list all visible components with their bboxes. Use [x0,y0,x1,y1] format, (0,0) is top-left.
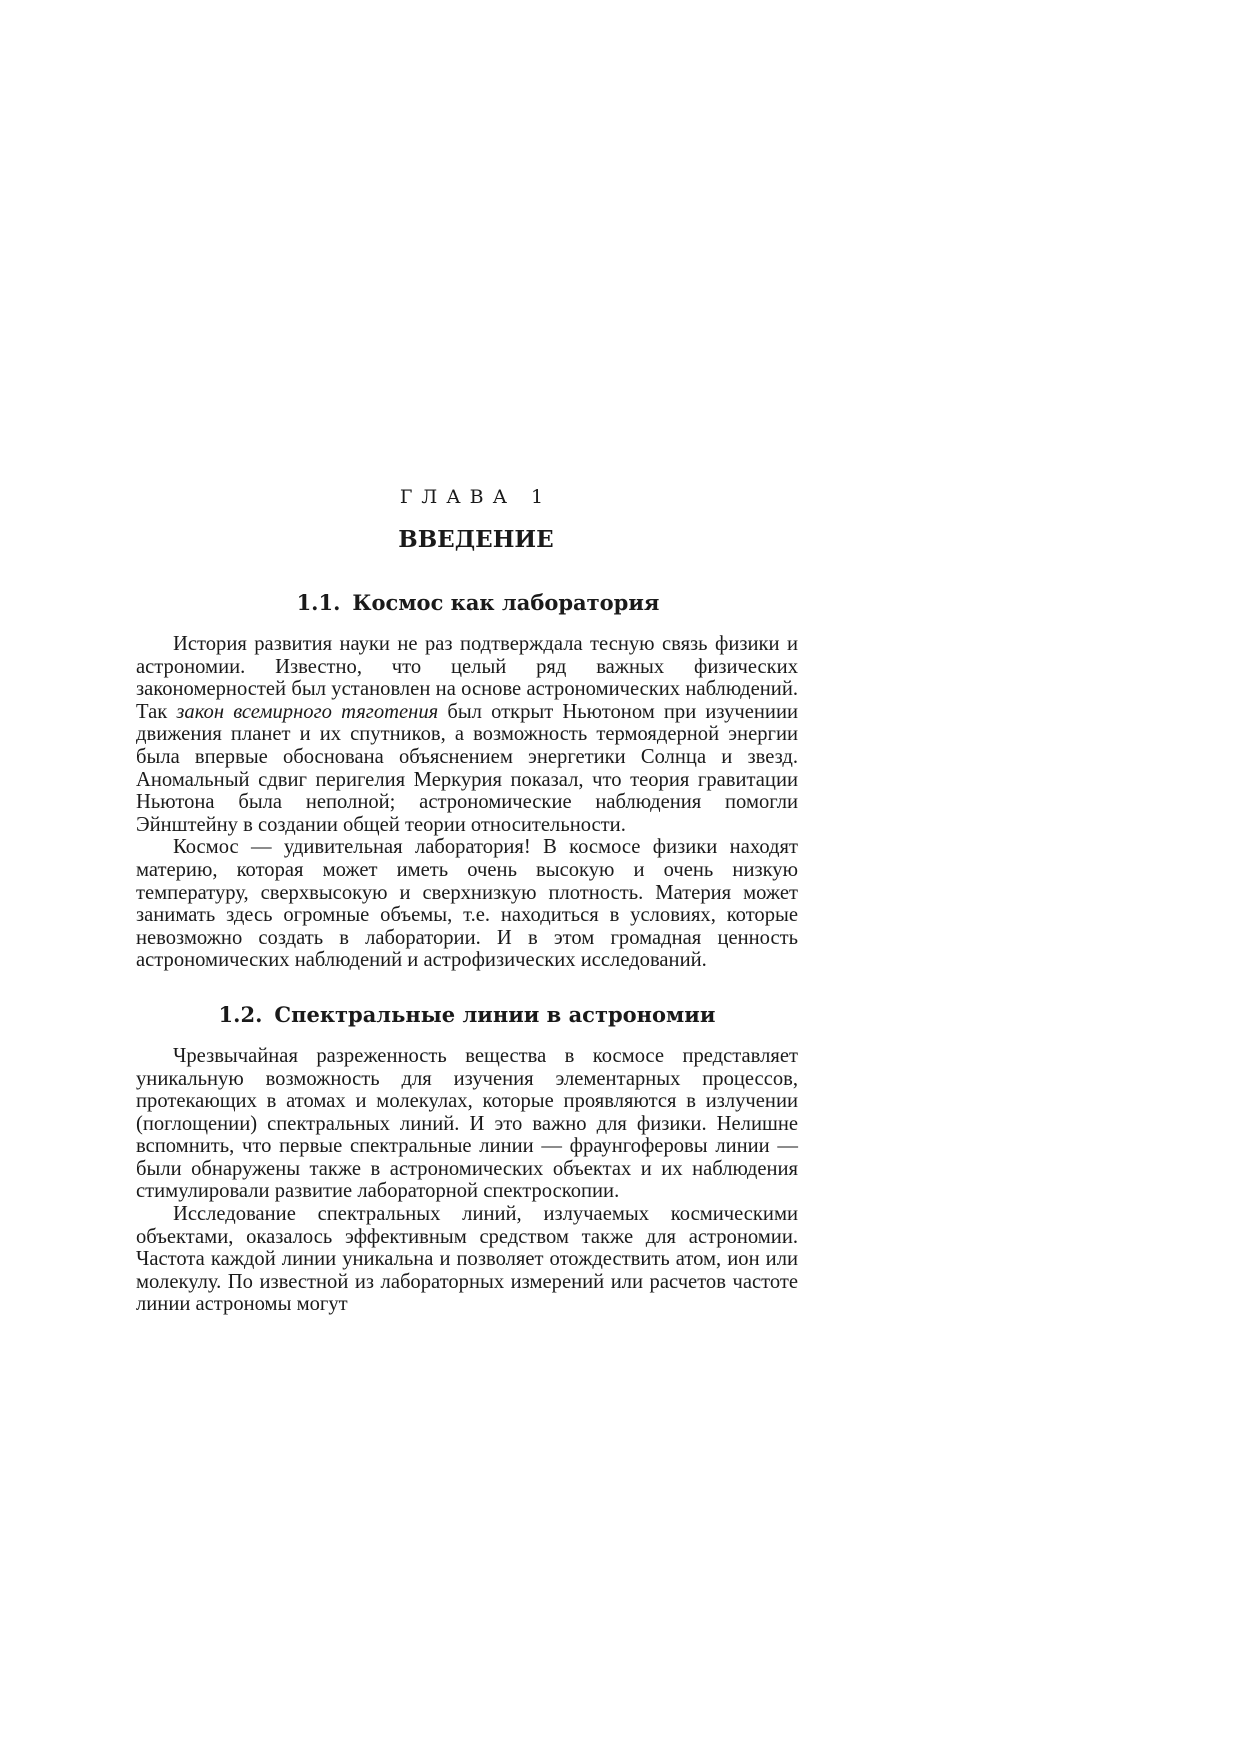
paragraph: Чрезвычайная разреженность вещества в космосе представляет уникальную возможность для изучения элементарных процессов, протекающих в атомах и молекулах, которые проявляются в излучении (поглощении) спектральных линий. И это важно для физики. Нелишне вспомнить, что первые спектральные линии — фраунгоферовы линии — были обнаружены также в астрономических объектах и их наблюдения стимулировали развитие лабораторной спектроскопии. [136,1044,798,1203]
section-title: Спектральные линии в астрономии [274,1001,716,1027]
section-number: 1.2. [218,1001,263,1027]
paragraph-text: был открыт Ньютоном при изучениии движения планет и их спутников, а возможность термоядерной энергии была впервые обоснована объяснением энергетики Солнца и звезд. Аномальный сдвиг перигелия Меркурия показал, что теория гравитации Ньютона была неполной; астрономические наблюдения помогли Эйнштейну в создании общей теории относительности. [136,700,798,836]
section-number: 1.1. [296,590,341,615]
section-body [136,1045,798,1316]
paragraph: Космос — удивительная лаборатория! В космосе физики находят материю, которая может иметь очень высокую и очень низкую температуру, сверхвысокую и сверхнизкую плотность. Материя может занимать здесь огромные объемы, т.е. находиться в условиях, которые невозможно создать в лаборатории. И в этом громадная ценность астрономических наблюдений и астрофизических исследований. [136,836,798,972]
section-heading [136,590,798,615]
section-body [136,633,798,972]
section-heading [136,1002,798,1027]
section-title: Космос как лаборатория [352,590,660,615]
paragraph: Исследование спектральных линий, излучаемых космическими объектами, оказалось эффективным средством также для астрономии. Частота каждой линии уникальна и позволяет отождествить атом, ион или молекулу. По известной из лабораторных измерений или расчетов частоте линии астрономы могут [136,1203,798,1316]
chapter-label: ГЛАВА 1 [399,486,553,508]
paragraph [136,633,798,836]
page-content [136,486,798,1316]
emphasis-text: закон всемирного тяготения [176,700,439,723]
chapter-title: ВВЕДЕНИЕ [398,526,554,553]
paragraph-text: История развития науки не раз подтверждала тесную связь физики и астрономии. Известно, что целый ряд важных физических закономерностей был установлен на основе астрономических наблюдений. Так [136,633,798,723]
